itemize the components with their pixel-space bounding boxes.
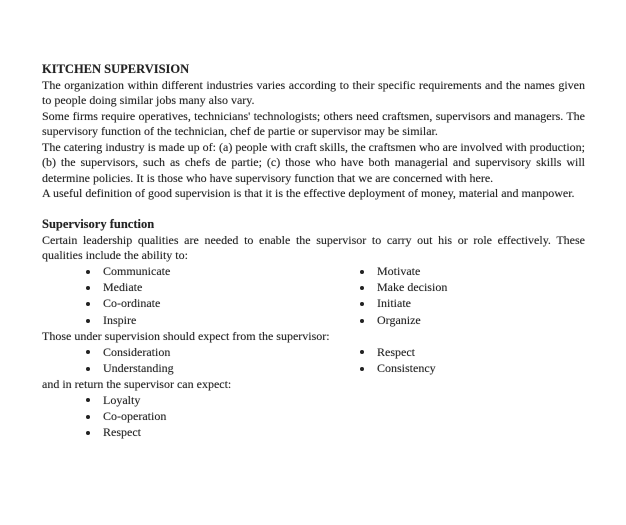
list-item bbox=[86, 345, 360, 361]
bullet-icon bbox=[86, 367, 90, 371]
list-row bbox=[42, 344, 585, 360]
bullet-icon bbox=[360, 302, 364, 306]
list-item bbox=[86, 280, 360, 296]
list-row bbox=[42, 360, 585, 376]
bullet-icon bbox=[360, 270, 364, 274]
bullet-icon bbox=[86, 286, 90, 290]
bullet-icon bbox=[86, 270, 90, 274]
list-item bbox=[360, 361, 585, 377]
section-intro: Certain leadership qualities are needed to enable the supervisor to carry out his or role effectively. These qualities include the ability to: bbox=[42, 232, 585, 262]
list-item bbox=[86, 409, 360, 425]
bullet-icon bbox=[360, 350, 364, 354]
list-item bbox=[360, 296, 585, 312]
bullet-label: Motivate bbox=[377, 263, 421, 278]
list-item bbox=[360, 345, 585, 361]
bullet-icon bbox=[86, 302, 90, 306]
expectations-list bbox=[42, 344, 585, 377]
bullet-icon bbox=[360, 319, 364, 323]
expectations-intro: Those under supervision should expect from the supervisor: bbox=[42, 328, 330, 343]
bullet-label: Loyalty bbox=[103, 392, 141, 407]
in-return-intro: and in return the supervisor can expect: bbox=[42, 376, 232, 391]
list-row bbox=[42, 392, 585, 408]
section-heading-supervisory-function: Supervisory function bbox=[42, 217, 155, 231]
paragraph-organization: The organization within different industries varies according to their specific requirements and the names given to people doing similar jobs many also vary. bbox=[42, 77, 585, 107]
bullet-label: Make decision bbox=[377, 280, 448, 295]
list-row bbox=[42, 409, 585, 425]
bullet-icon bbox=[86, 319, 90, 323]
bullet-label: Respect bbox=[103, 425, 141, 440]
bullet-icon bbox=[86, 398, 90, 402]
list-item bbox=[360, 264, 585, 280]
list-item bbox=[360, 280, 585, 296]
bullet-label: Co-operation bbox=[103, 408, 167, 423]
bullet-icon bbox=[360, 286, 364, 290]
bullet-label: Mediate bbox=[103, 280, 143, 295]
bullet-label: Initiate bbox=[377, 296, 411, 311]
list-row bbox=[42, 280, 585, 296]
bullet-icon bbox=[86, 415, 90, 419]
list-item bbox=[86, 296, 360, 312]
bullet-label: Consistency bbox=[377, 360, 436, 375]
bullet-label: Inspire bbox=[103, 312, 137, 327]
bullet-icon bbox=[86, 350, 90, 354]
in-return-list bbox=[42, 392, 585, 441]
list-item bbox=[360, 313, 585, 329]
list-item bbox=[86, 313, 360, 329]
list-item bbox=[86, 361, 360, 377]
paragraph-firms: Some firms require operatives, technicians' technologists; others need craftsmen, supervisors and managers. The supervisory function of the technician, chef de partie or supervisor may be similar. bbox=[42, 108, 585, 138]
paragraph-catering-industry: The catering industry is made up of: (a) people with craft skills, the craftsmen who are involved with production; (b) the supervisors, such as chefs de partie; (c) those who have both managerial and supervisory skills will determine policies. It is those who have supervisory function that we are concerned with here. bbox=[42, 139, 585, 185]
list-item bbox=[86, 425, 360, 441]
bullet-label: Understanding bbox=[103, 360, 174, 375]
list-row bbox=[42, 312, 585, 328]
list-item bbox=[86, 393, 360, 409]
list-item bbox=[86, 264, 360, 280]
list-row bbox=[42, 425, 585, 441]
list-row bbox=[42, 264, 585, 280]
bullet-label: Communicate bbox=[103, 263, 171, 278]
document-title: KITCHEN SUPERVISION bbox=[42, 62, 190, 76]
bullet-label: Respect bbox=[377, 344, 415, 359]
list-row bbox=[42, 296, 585, 312]
bullet-icon bbox=[360, 367, 364, 371]
paragraph-definition: A useful definition of good supervision is that it is the effective deployment of money, material and manpower. bbox=[42, 186, 575, 200]
qualities-list bbox=[42, 264, 585, 329]
bullet-label: Consideration bbox=[103, 344, 171, 359]
bullet-icon bbox=[86, 431, 90, 435]
bullet-label: Co-ordinate bbox=[103, 296, 161, 311]
bullet-label: Organize bbox=[377, 312, 421, 327]
